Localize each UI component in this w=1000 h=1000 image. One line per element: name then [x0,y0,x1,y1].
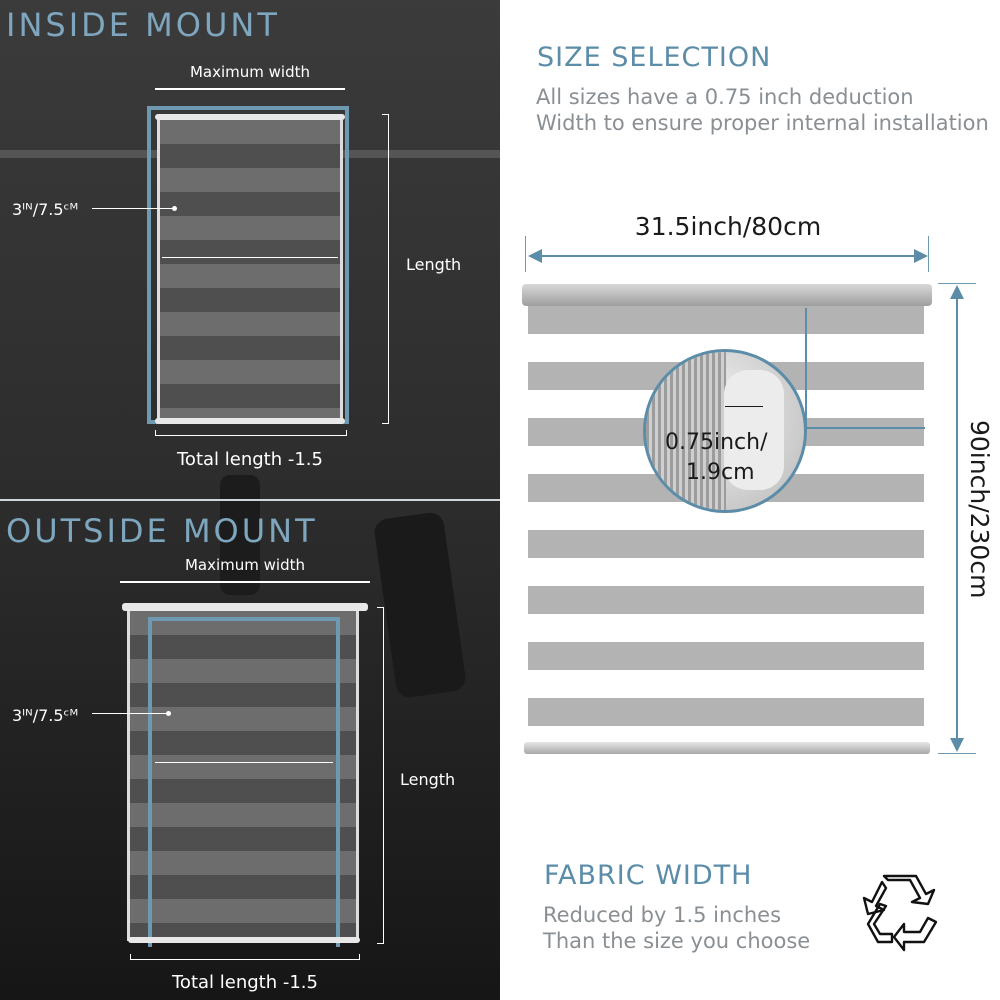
blind-roller-cassette [522,284,932,306]
width-dimension-label: 31.5inch/80cm [634,212,822,241]
inside-max-width-label: Maximum width [189,63,311,81]
outside-length-label: Length [400,770,456,789]
height-dim-tick-bottom [938,753,976,754]
outside-stripe-dot [166,711,171,716]
outside-max-width-line [120,581,370,583]
outside-head-rail [122,603,368,611]
outside-max-width-wrap [120,555,370,574]
inside-stripe-dot [172,206,177,211]
inside-stripe-label: 3ᴵᴺ/7.5ᶜᴹ [12,200,79,219]
outside-stripe-label: 3ᴵᴺ/7.5ᶜᴹ [12,706,79,725]
width-arrowhead-left [528,249,542,263]
inside-width-arrow [162,257,338,258]
zoom-connector-horizontal [805,427,925,429]
size-selection-line1: All sizes have a 0.75 inch deduction [536,85,914,109]
recycle-icon [858,874,942,952]
size-selection-line2: Width to ensure proper internal installation [536,111,989,135]
inside-total-length-label: Total length -1.5 [177,449,323,470]
width-arrowhead-right [914,249,928,263]
inside-blind-fabric [160,120,340,420]
outside-total-length-bracket [130,954,360,960]
height-arrowhead-bottom [950,738,964,752]
deduction-measure-line [725,406,763,407]
inside-max-width-wrap [155,62,345,81]
deduction-label-line2: 1.9cm [686,460,755,485]
width-dim-arrow [532,255,922,257]
height-dim-tick-top [938,283,976,284]
width-dim-tick-left [525,236,526,272]
inside-length-bracket [382,114,389,424]
inside-mount-title: INSIDE MOUNT [6,6,280,44]
inside-blind-edge [157,120,160,420]
inside-total-length-bracket [155,430,347,436]
height-dimension-label: 90inch/230cm [965,420,994,599]
outside-width-arrow [155,762,333,763]
outside-blind-edge [127,611,130,941]
size-selection-title: SIZE SELECTION [537,42,772,73]
outside-blind-edge [356,611,359,941]
outside-length-bracket [377,607,384,944]
outside-window-frame [148,617,340,947]
section-divider [0,499,500,501]
fabric-width-title: FABRIC WIDTH [544,860,753,891]
inside-bottom-rail [155,418,345,424]
outside-max-width-label: Maximum width [184,556,306,574]
outside-stripe-pointer [92,713,167,714]
width-dim-tick-right [928,236,929,272]
outside-mount-title: OUTSIDE MOUNT [6,512,318,550]
deduction-label-line1: 0.75inch/ [665,430,768,455]
height-dim-arrow [956,292,958,742]
inside-stripe-pointer [92,208,172,209]
inside-blind-edge [340,120,343,420]
fabric-width-line2: Than the size you choose [543,929,811,953]
blind-bottom-rail [524,742,930,754]
inside-length-label: Length [406,255,462,274]
outside-bottom-rail [128,937,360,943]
zoom-connector-vertical [805,308,807,428]
height-arrowhead-top [950,285,964,299]
outside-total-length-label: Total length -1.5 [172,972,318,993]
inside-max-width-line [155,88,345,90]
fabric-width-line1: Reduced by 1.5 inches [543,903,782,927]
